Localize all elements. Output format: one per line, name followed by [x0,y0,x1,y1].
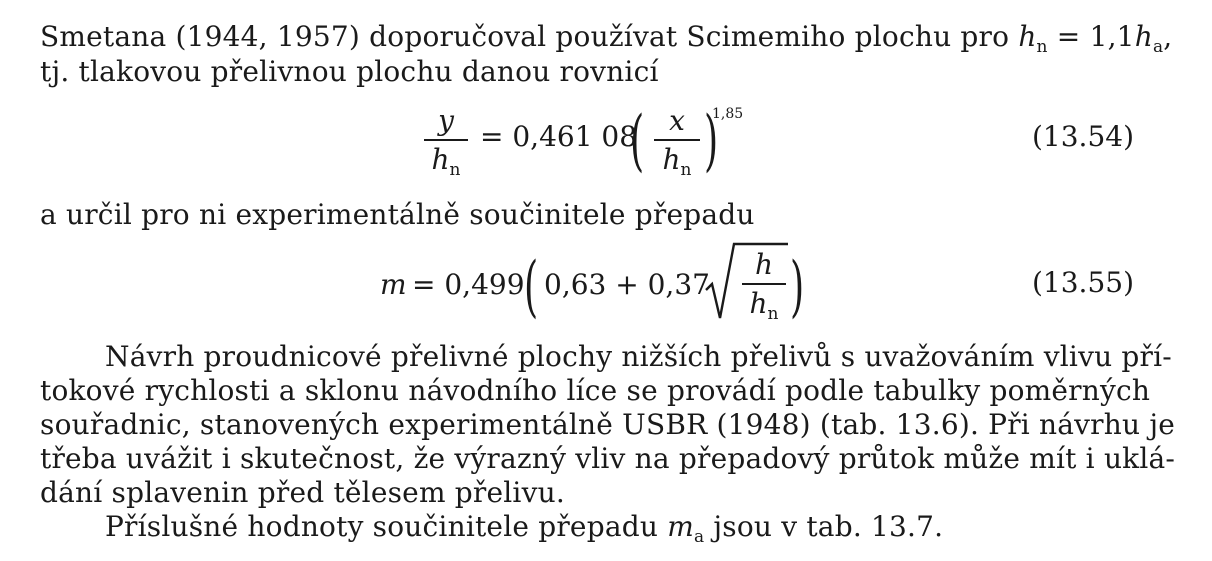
denominator-hn [424,142,468,180]
equation-coefficient: = 0,499 [412,268,525,301]
variable-m: m [667,510,694,543]
subscript-n: n [767,303,779,324]
subscript-n: n [449,159,461,180]
denominator-hn [654,142,700,180]
left-parenthesis: ( [524,248,539,325]
subscript-a: a [693,527,705,547]
variable-m: m [380,268,407,301]
variable-h: h [1134,20,1153,53]
fraction-y-over-hn [424,104,468,180]
variable-h: h [749,286,768,320]
variable-h: h [1018,20,1037,53]
paragraph-2-line: a určil pro ni experimentálně součinitele přepadu [40,198,755,231]
text-segment: Příslušné hodnoty součinitele přepadu [105,510,668,543]
variable-h: h [662,142,681,176]
denominator-hn [742,286,786,324]
numerator-h: h [754,248,774,281]
subscript-n: n [1036,37,1048,57]
text-segment: Smetana (1944, 1957) doporučoval používat Scimemiho plochu pro [40,20,1019,53]
inner-expression: 0,63 + 0,37 [544,268,710,301]
paragraph-1-line-2: tj. tlakovou přelivnou plochu danou rovnicí [40,55,659,88]
fraction-h-over-hn [742,248,786,324]
exponent: 1,85 [712,106,744,122]
text-segment: = 1,1 [1047,20,1135,53]
paragraph-3-line-3: souřadnic, stanovených experimentálně USBR (1948) (tab. 13.6). Při návrhu je [40,408,1175,441]
fraction-bar [742,283,786,285]
paragraph-3-line-2: tokové rychlosti a sklonu návodního líce se provádí podle tabulky poměrných [40,374,1151,407]
subscript-a: a [1152,37,1164,57]
numerator-x: x [669,104,685,137]
equation-number: (13.55) [1031,266,1134,299]
paragraph-3-line-5: dání splavenin před tělesem přelivu. [40,476,565,509]
text-segment: , [1163,20,1173,53]
paragraph-3-line-1: Návrh proudnicové přelivné plochy nižších přelivů s uvažováním vlivu pří- [105,340,1172,373]
fraction-bar [424,139,468,141]
subscript-n: n [680,159,692,180]
fraction-bar [654,139,700,141]
equation-coefficient: = 0,461 08 [480,120,638,153]
text-segment: jsou v tab. 13.7. [704,510,944,543]
right-parenthesis: ) [790,248,805,325]
fraction-x-over-hn [654,104,700,180]
numerator-y: y [438,104,454,137]
paragraph-4-line [105,510,1205,548]
variable-h: h [431,142,450,176]
paragraph-1-line-1 [40,20,1173,58]
left-parenthesis: ( [630,102,645,179]
equation-number: (13.54) [1031,120,1134,153]
right-parenthesis: ) [704,102,719,179]
paragraph-3-line-4: třeba uvážit i skutečnost, že výrazný vliv na přepadový průtok může mít i uklá- [40,442,1176,475]
